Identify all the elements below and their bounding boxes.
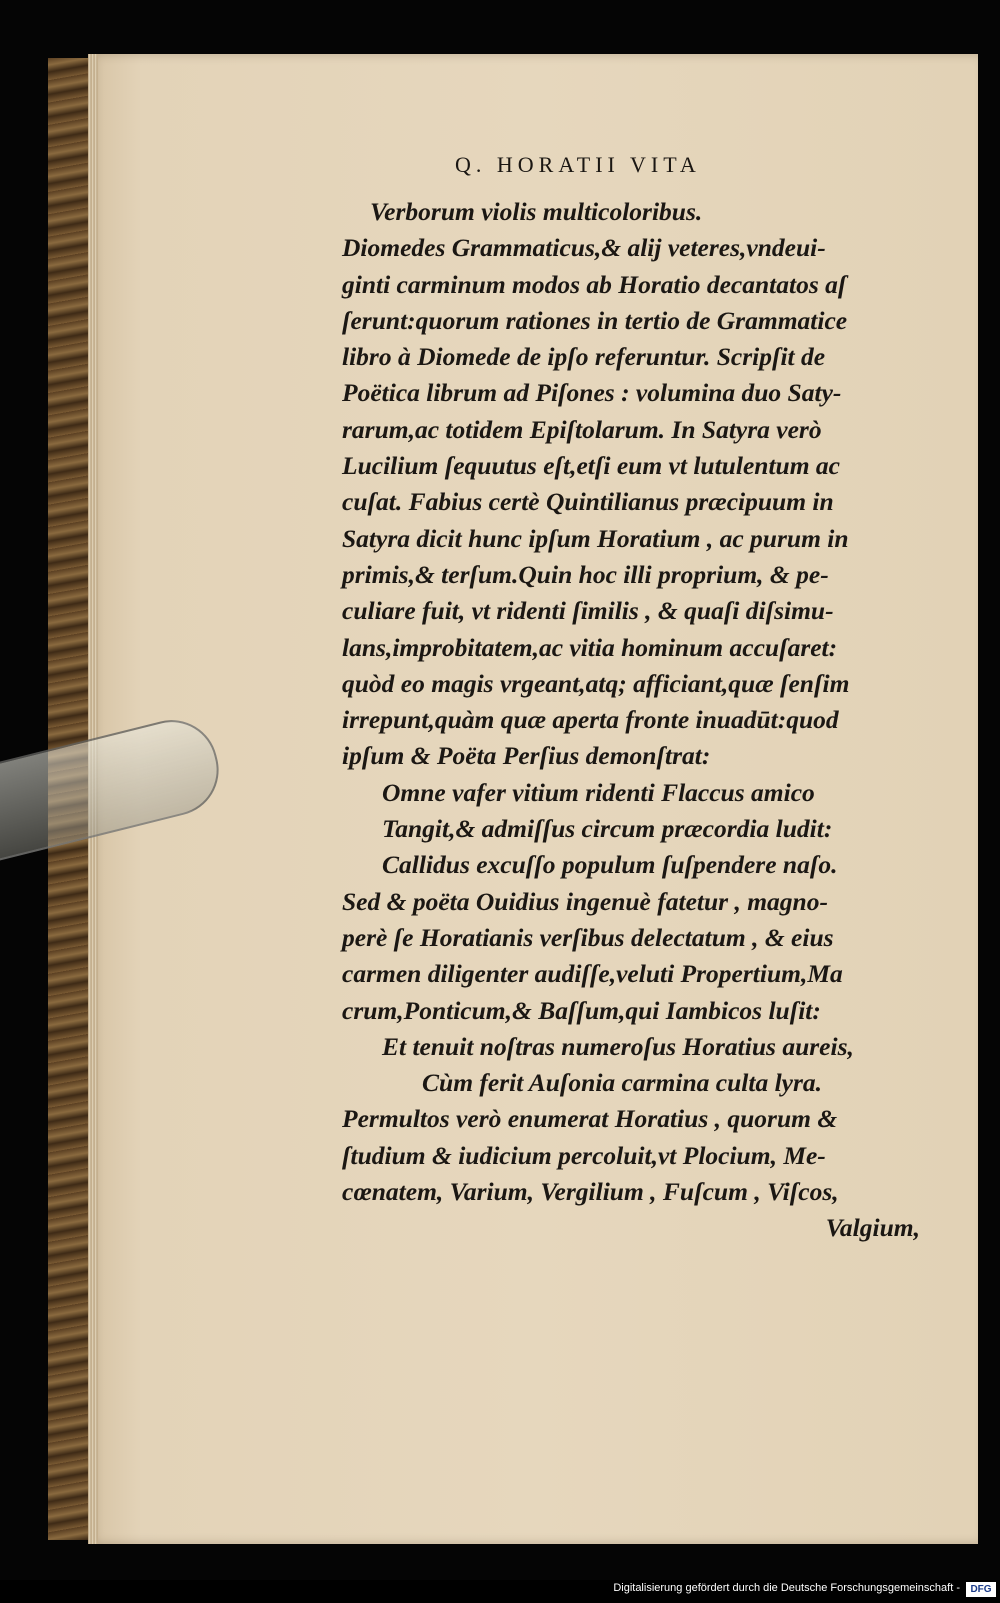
text-line: lans,improbitatem,ac vitia hominum accuſaret:: [342, 632, 838, 662]
verse-line: Et tenuit noſtras numeroſus Horatius aureis,: [382, 1031, 854, 1061]
text-line: Lucilium ſequutus eſt,etſi eum vt lutulentum ac: [342, 451, 840, 481]
verse-line: Tangit,& admiſſus circum præcordia ludit:: [382, 814, 833, 844]
dfg-logo: DFG: [966, 1582, 996, 1597]
text-line: Poëtica librum ad Piſones : volumina duo Saty-: [342, 378, 842, 408]
text-line: Sed & poëta Ouidius ingenuè fatetur , magno-: [342, 886, 828, 916]
text-line: irrepunt,quàm quæ aperta fronte inuadūt:quod: [342, 705, 839, 735]
text-line: Diomedes Grammaticus,& alij veteres,vndeui-: [342, 233, 826, 263]
text-line: carmen diligenter audiſſe,veluti Propertium,Ma: [342, 959, 843, 989]
text-line: cœnatem, Varium, Vergilium , Fuſcum , Viſcos,: [342, 1177, 839, 1207]
text-line: libro à Diomede de ipſo referuntur. Scripſit de: [342, 342, 826, 372]
text-line: cuſat. Fabius certè Quintilianus præcipuum in: [342, 487, 834, 517]
text-line: Verborum violis multicoloribus.: [370, 197, 703, 226]
verse-line: Callidus excuſſo populum ſuſpendere naſo.: [382, 850, 838, 880]
text-line: ſerunt:quorum rationes in tertio de Grammatice: [342, 305, 848, 335]
text-line: ſtudium & iudicium percoluit,vt Plocium, Me-: [342, 1140, 826, 1170]
text-line: perè ſe Horatianis verſibus delectatum , & eius: [342, 922, 834, 952]
text-line: ipſum & Poëta Perſius demonſtrat:: [342, 741, 711, 771]
text-line: culiare fuit, vt ridenti ſimilis , & quaſi diſsimu-: [342, 596, 834, 626]
text-line: crum,Ponticum,& Baſſum,qui Iambicos luſit:: [342, 995, 821, 1025]
verse-line: Cùm ferit Auſonia carmina culta lyra.: [422, 1068, 823, 1098]
running-head: Q. HORATII VITA: [455, 152, 701, 177]
text-line: rarum,ac totidem Epiſtolarum. In Satyra verò: [342, 414, 822, 444]
verse-line: Omne vafer vitium ridenti Flaccus amico: [382, 777, 815, 807]
text-line: Satyra dicit hunc ipſum Horatium , ac purum in: [342, 523, 849, 553]
page-text: [342, 194, 942, 1247]
text-line: primis,& terſum.Quin hoc illi proprium, & pe-: [342, 559, 829, 589]
text-line: ginti carminum modos ab Horatio decantatos aſ: [342, 269, 847, 299]
text-line: quòd eo magis vrgeant,atq; afficiant,quæ ſenſim: [342, 668, 850, 698]
footer-credit: Digitalisierung gefördert durch die Deutsche Forschungsgemeinschaft -: [613, 1582, 960, 1594]
catchword: Valgium,: [825, 1213, 920, 1243]
text-line: Permultos verò enumerat Horatius , quorum &: [342, 1104, 838, 1134]
